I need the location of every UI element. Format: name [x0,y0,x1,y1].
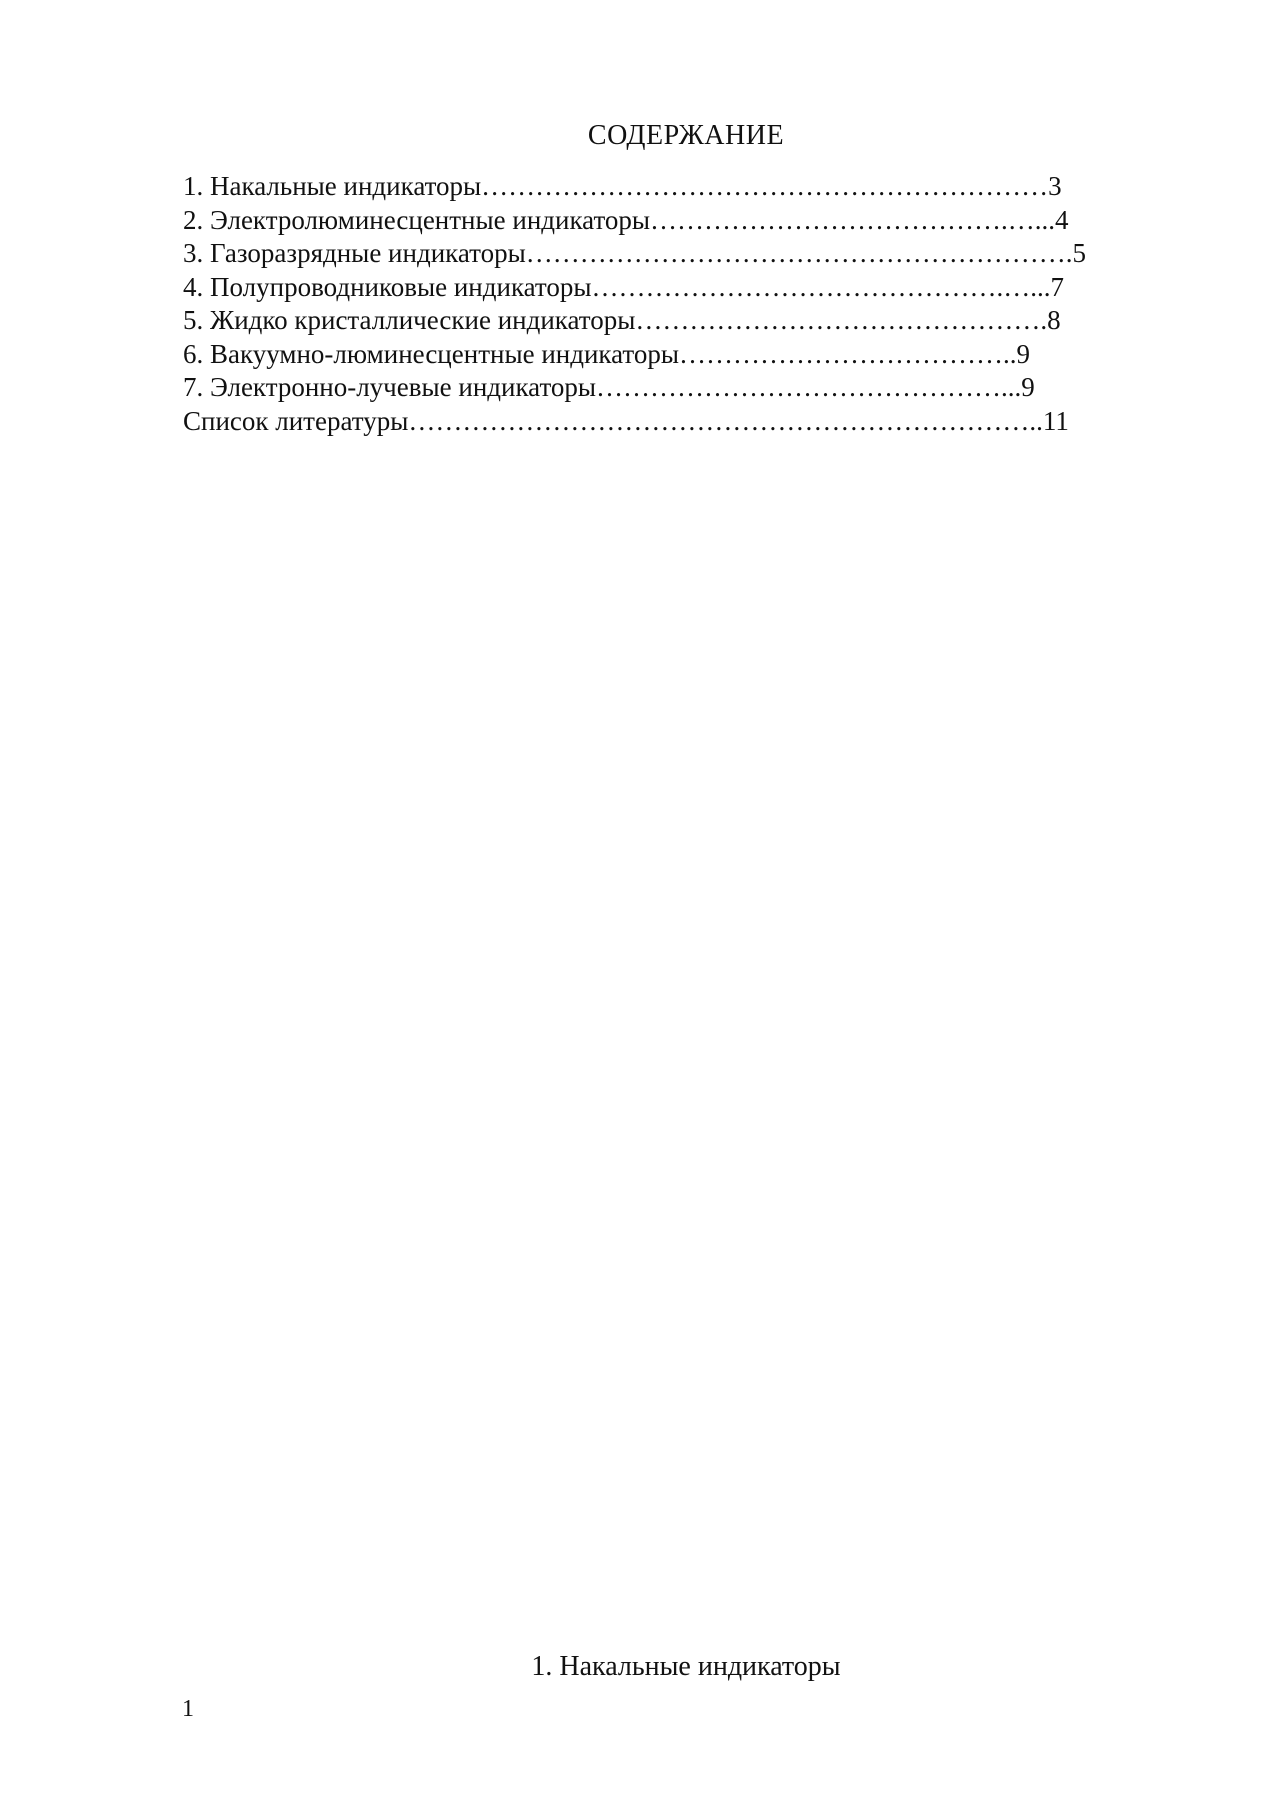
toc-entry [183,271,1086,305]
section-heading: 1. Накальные индикаторы [531,1651,841,1682]
toc-entry-text: 6. Вакуумно-люминесцентные индикаторы………………………………..9 [183,338,1030,369]
toc-entry [183,338,1086,372]
toc-entry-text: 3. Газоразрядные индикаторы…………………………………………………….5 [183,238,1086,268]
toc-entry-text: Список литературы……………………………………………………………..11 [183,405,1069,436]
toc-entry-text: 5. Жидко кристаллические индикаторы……………………………………….8 [183,305,1061,335]
toc-title: СОДЕРЖАНИЕ [587,120,785,151]
page-number: 1 [182,1696,194,1722]
toc-entry-text: 7. Электронно-лучевые индикаторы………………………………………...9 [183,372,1035,402]
toc-entry [183,204,1086,238]
toc-entry-text: 4. Полупроводниковые индикаторы……………………………………….…...7 [183,271,1065,302]
toc-entry [183,237,1086,271]
toc-entry-text: 1. Накальные индикаторы………………………………………………………3 [183,171,1062,201]
toc-entry [183,304,1086,338]
toc-entry [183,371,1086,405]
table-of-contents [183,170,1086,438]
toc-entry [183,170,1086,204]
toc-entry-text: 2. Электролюминесцентные индикаторы………………………………….…...4 [183,204,1069,235]
toc-entry [183,405,1086,439]
